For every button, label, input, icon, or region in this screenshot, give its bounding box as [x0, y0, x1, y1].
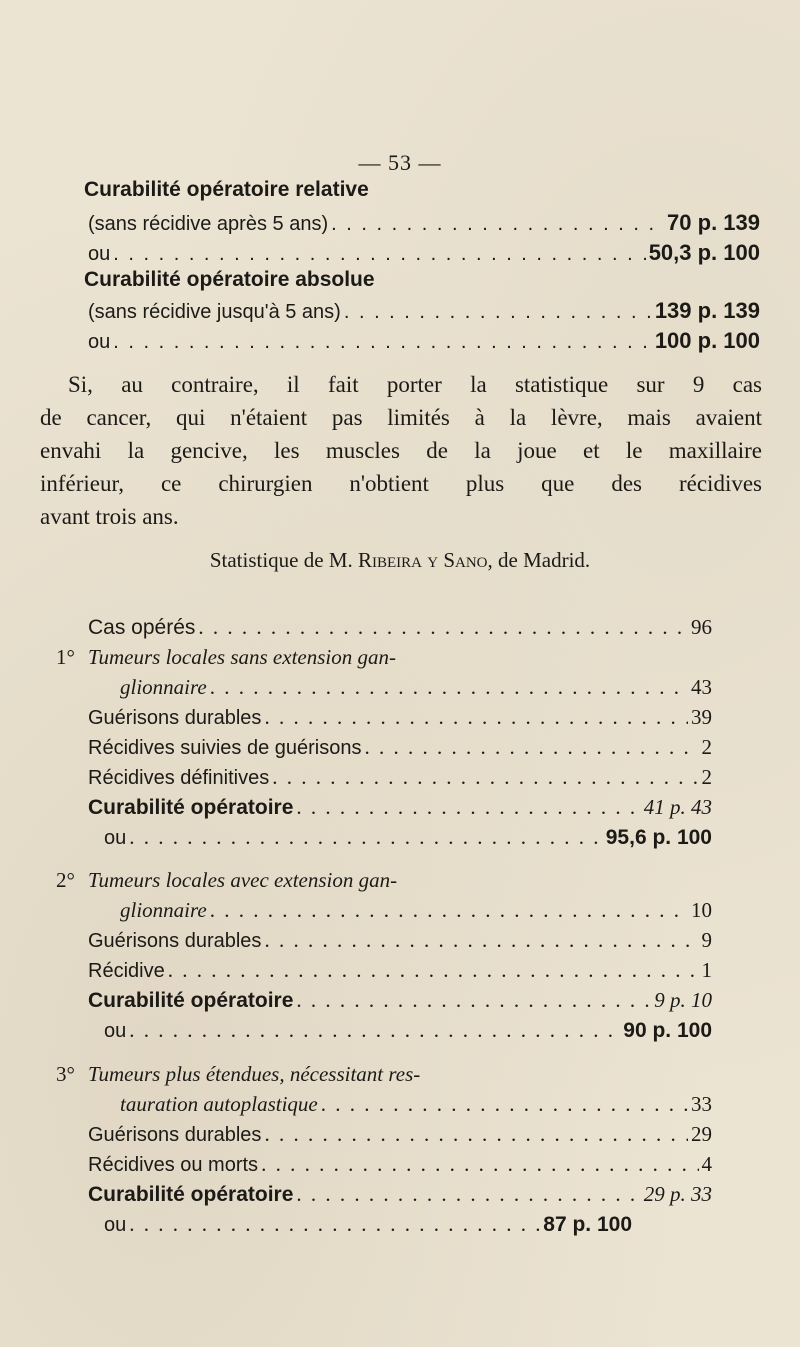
paragraph-line: avant trois ans. [40, 504, 179, 529]
group-2-row [88, 928, 712, 953]
leader-dots [272, 765, 698, 790]
group-1-title-line1: Tumeurs locales sans extension gan- [88, 645, 396, 669]
leader-dots [264, 1122, 688, 1147]
absolute-line-1-label: (sans récidive jusqu'à 5 ans) [88, 301, 341, 323]
group-1-curability-value: 41 p. 43 [643, 795, 712, 819]
leader-dots [264, 928, 698, 953]
total-cases-value: 96 [691, 615, 712, 639]
group-2-row-value: 1 [701, 958, 712, 982]
leader-dots [129, 825, 603, 850]
leader-dots [168, 958, 699, 983]
group-3-title-row [120, 1092, 712, 1117]
relative-line-2-value: 50,3 p. 100 [648, 240, 760, 265]
group-1-number: 1° [56, 645, 75, 669]
group-1-row-label: Récidives définitives [88, 767, 270, 789]
group-1-curability-row [88, 795, 712, 820]
leader-dots [113, 243, 645, 266]
group-1-row-label: Récidives suivies de guérisons [88, 737, 362, 759]
statistics-caption [0, 548, 800, 573]
group-2-curability-row [88, 988, 712, 1013]
group-1-row [88, 705, 712, 730]
paragraph-line: de cancer, qui n'étaient pas limités à la lèvre, mais avaient [40, 405, 762, 430]
group-3-row-label: Guérisons durables [88, 1124, 262, 1146]
group-3-title-value: 33 [691, 1092, 712, 1116]
paragraph-line: envahi la gencive, les muscles de la joue et le maxillaire [40, 438, 762, 463]
leader-dots [198, 615, 688, 640]
relative-line-1-value: 70 p. 139 [667, 210, 760, 235]
caption-suffix: , de Madrid. [487, 548, 591, 572]
group-1-ou-value: 95,6 p. 100 [605, 826, 712, 849]
group-2-number: 2° [56, 868, 75, 892]
caption-author: Ribeira y Sano [358, 548, 488, 572]
group-3-title-line2: tauration autoplastique [120, 1092, 318, 1116]
leader-dots [261, 1152, 698, 1177]
group-2-row-label: Récidive [88, 960, 165, 982]
group-2-title-line1: Tumeurs locales avec extension gan- [88, 868, 398, 892]
leader-dots [296, 795, 640, 820]
paragraph-line: inférieur, ce chirurgien n'obtient plus que des récidives [40, 471, 762, 496]
group-2-percent-row [104, 1018, 712, 1043]
group-1-title-row [120, 675, 712, 700]
leader-dots [113, 331, 652, 354]
group-1-row-label: Guérisons durables [88, 707, 262, 729]
group-3-row-value: 29 [691, 1122, 712, 1146]
leader-dots [210, 675, 688, 700]
group-3-percent-row [104, 1212, 632, 1237]
group-2-title-value: 10 [691, 898, 712, 922]
group-3-row [88, 1152, 712, 1177]
group-3-curability-label: Curabilité opératoire [88, 1183, 294, 1206]
group-1-row [88, 765, 712, 790]
group-3-title-line1: Tumeurs plus étendues, nécessitant res- [88, 1062, 421, 1086]
leader-dots [296, 988, 651, 1013]
relative-curability-title: Curabilité opératoire relative [84, 178, 369, 201]
group-2-row-label: Guérisons durables [88, 930, 262, 952]
group-1-title-value: 43 [691, 675, 712, 699]
paragraph-line: Si, au contraire, il fait porter la statistique sur 9 cas [68, 372, 762, 397]
body-paragraph [40, 368, 762, 533]
group-3-number: 3° [56, 1062, 75, 1086]
absolute-line-1 [88, 298, 760, 324]
group-3-curability-value: 29 p. 33 [643, 1182, 712, 1206]
group-2-ou-label: ou [104, 1020, 127, 1042]
absolute-line-2-value: 100 p. 100 [654, 328, 760, 353]
absolute-curability-title: Curabilité opératoire absolue [84, 268, 375, 291]
absolute-line-2 [88, 328, 760, 354]
group-2-title-row [120, 898, 712, 923]
group-2-ou-value: 90 p. 100 [623, 1019, 712, 1042]
absolute-line-1-value: 139 p. 139 [654, 298, 760, 323]
group-3-ou-label: ou [104, 1214, 127, 1236]
group-3-row [88, 1122, 712, 1147]
group-1-ou-label: ou [104, 827, 127, 849]
leader-dots [364, 735, 698, 760]
group-2-curability-label: Curabilité opératoire [88, 989, 294, 1012]
group-1-row-value: 2 [701, 735, 712, 759]
group-1-row-value: 39 [691, 705, 712, 729]
group-1-row [88, 735, 712, 760]
group-1-row-value: 2 [701, 765, 712, 789]
group-3-row-value: 4 [701, 1152, 712, 1176]
group-1-percent-row [104, 825, 712, 850]
leader-dots [321, 1092, 688, 1117]
leader-dots [331, 213, 664, 236]
leader-dots [264, 705, 688, 730]
leader-dots [129, 1212, 540, 1237]
total-cases-row [88, 615, 712, 640]
group-2-title-line2: glionnaire [120, 898, 207, 922]
absolute-line-2-label: ou [88, 331, 111, 353]
leader-dots [344, 301, 652, 324]
group-3-row-label: Récidives ou morts [88, 1154, 259, 1176]
relative-line-2-label: ou [88, 243, 111, 265]
group-1-curability-label: Curabilité opératoire [88, 796, 294, 819]
leader-dots [210, 898, 688, 923]
leader-dots [296, 1182, 640, 1207]
group-3-curability-row [88, 1182, 712, 1207]
group-2-row [88, 958, 712, 983]
group-3-ou-value: 87 p. 100 [543, 1213, 632, 1236]
relative-line-1 [88, 210, 760, 236]
page-number: — 53 — [358, 150, 442, 175]
relative-line-1-label: (sans récidive après 5 ans) [88, 213, 329, 235]
caption-prefix: Statistique de M. [209, 548, 353, 572]
group-2-curability-value: 9 p. 10 [654, 988, 712, 1012]
group-2-row-value: 9 [701, 928, 712, 952]
relative-line-2 [88, 240, 760, 266]
group-1-title-line2: glionnaire [120, 675, 207, 699]
total-cases-label: Cas opérés [88, 616, 196, 639]
leader-dots [129, 1018, 620, 1043]
